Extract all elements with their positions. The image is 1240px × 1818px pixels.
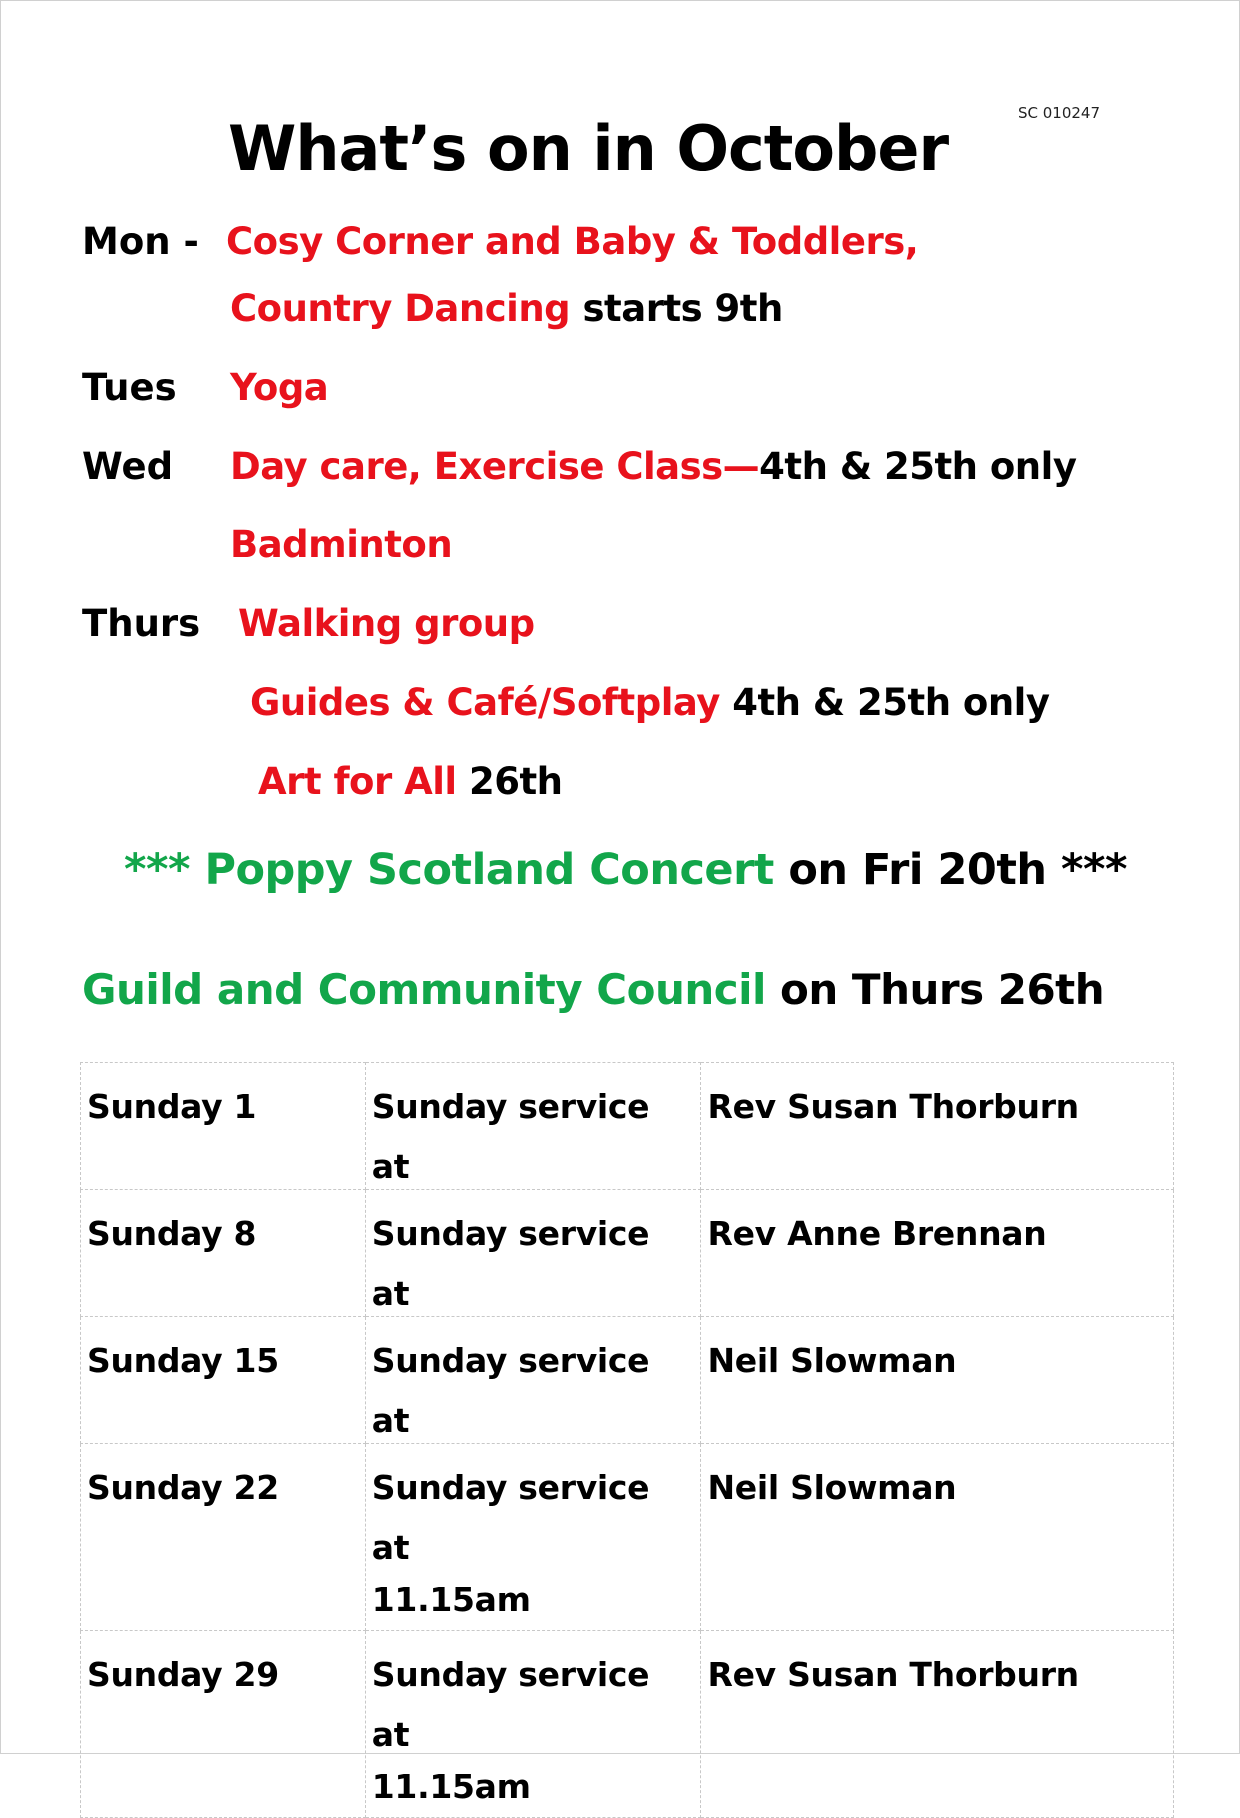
service-time: 11.15am xyxy=(371,1767,531,1806)
reference-number: SC 010247 xyxy=(1018,104,1101,122)
service-time: 11.15am xyxy=(371,1580,531,1619)
wed-activities xyxy=(230,445,1076,488)
service-label: Sunday service at xyxy=(371,1341,650,1440)
thurs-walking-group: Walking group xyxy=(238,602,535,645)
thurs-art-note: 26th xyxy=(456,760,563,803)
service-label: Sunday service at xyxy=(371,1087,650,1186)
guild-when: on Thurs 26th xyxy=(765,965,1105,1014)
day-label-mon: Mon - xyxy=(82,220,199,263)
mon-activities-line2 xyxy=(230,287,783,330)
guild-name: Guild and Community Council xyxy=(82,965,766,1014)
concert-when: on Fri 20th *** xyxy=(773,845,1127,895)
service-minister: Neil Slowman xyxy=(701,1317,1174,1444)
services-table xyxy=(80,1062,1174,1818)
thurs-art-for-all: Art for All xyxy=(258,760,457,803)
table-row xyxy=(81,1631,1174,1818)
thurs-guides-line xyxy=(250,681,1049,724)
service-minister: Rev Susan Thorburn xyxy=(701,1631,1174,1818)
table-row xyxy=(81,1190,1174,1317)
service-date: Sunday 15 xyxy=(81,1317,366,1444)
service-label: Sunday service at xyxy=(371,1655,650,1754)
service-date: Sunday 8 xyxy=(81,1190,366,1317)
table-row xyxy=(81,1317,1174,1444)
service-description xyxy=(365,1444,701,1631)
service-minister: Rev Susan Thorburn xyxy=(701,1063,1174,1190)
day-label-tues: Tues xyxy=(82,366,177,409)
thurs-art-line xyxy=(258,760,563,803)
page-title: What’s on in October xyxy=(228,112,949,185)
wed-exercise-note: 4th & 25th only xyxy=(759,445,1077,488)
thurs-guides-note: 4th & 25th only xyxy=(719,681,1050,724)
mon-country-dancing: Country Dancing xyxy=(230,287,571,330)
concert-announcement xyxy=(124,845,1127,895)
table-row xyxy=(81,1063,1174,1190)
guild-announcement xyxy=(82,965,1104,1014)
service-label: Sunday service at xyxy=(371,1214,650,1313)
wed-badminton: Badminton xyxy=(230,523,453,566)
service-date: Sunday 29 xyxy=(81,1631,366,1818)
service-description xyxy=(365,1631,701,1818)
concert-stars-left: *** xyxy=(124,845,205,895)
thurs-guides-cafe: Guides & Café/Softplay xyxy=(250,681,720,724)
day-label-thurs: Thurs xyxy=(82,602,201,645)
service-date: Sunday 22 xyxy=(81,1444,366,1631)
concert-name: Poppy Scotland Concert xyxy=(204,845,774,895)
service-description xyxy=(365,1317,701,1444)
service-minister: Neil Slowman xyxy=(701,1444,1174,1631)
mon-activities: Cosy Corner and Baby & Toddlers, xyxy=(226,220,919,263)
mon-country-dancing-note: starts 9th xyxy=(570,287,783,330)
service-label: Sunday service at xyxy=(371,1468,650,1567)
table-row xyxy=(81,1444,1174,1631)
wed-daycare-exercise: Day care, Exercise Class— xyxy=(230,445,760,488)
service-date: Sunday 1 xyxy=(81,1063,366,1190)
service-description xyxy=(365,1063,701,1190)
day-label-wed: Wed xyxy=(82,445,174,488)
service-minister: Rev Anne Brennan xyxy=(701,1190,1174,1317)
tues-activities: Yoga xyxy=(230,366,329,409)
service-description xyxy=(365,1190,701,1317)
